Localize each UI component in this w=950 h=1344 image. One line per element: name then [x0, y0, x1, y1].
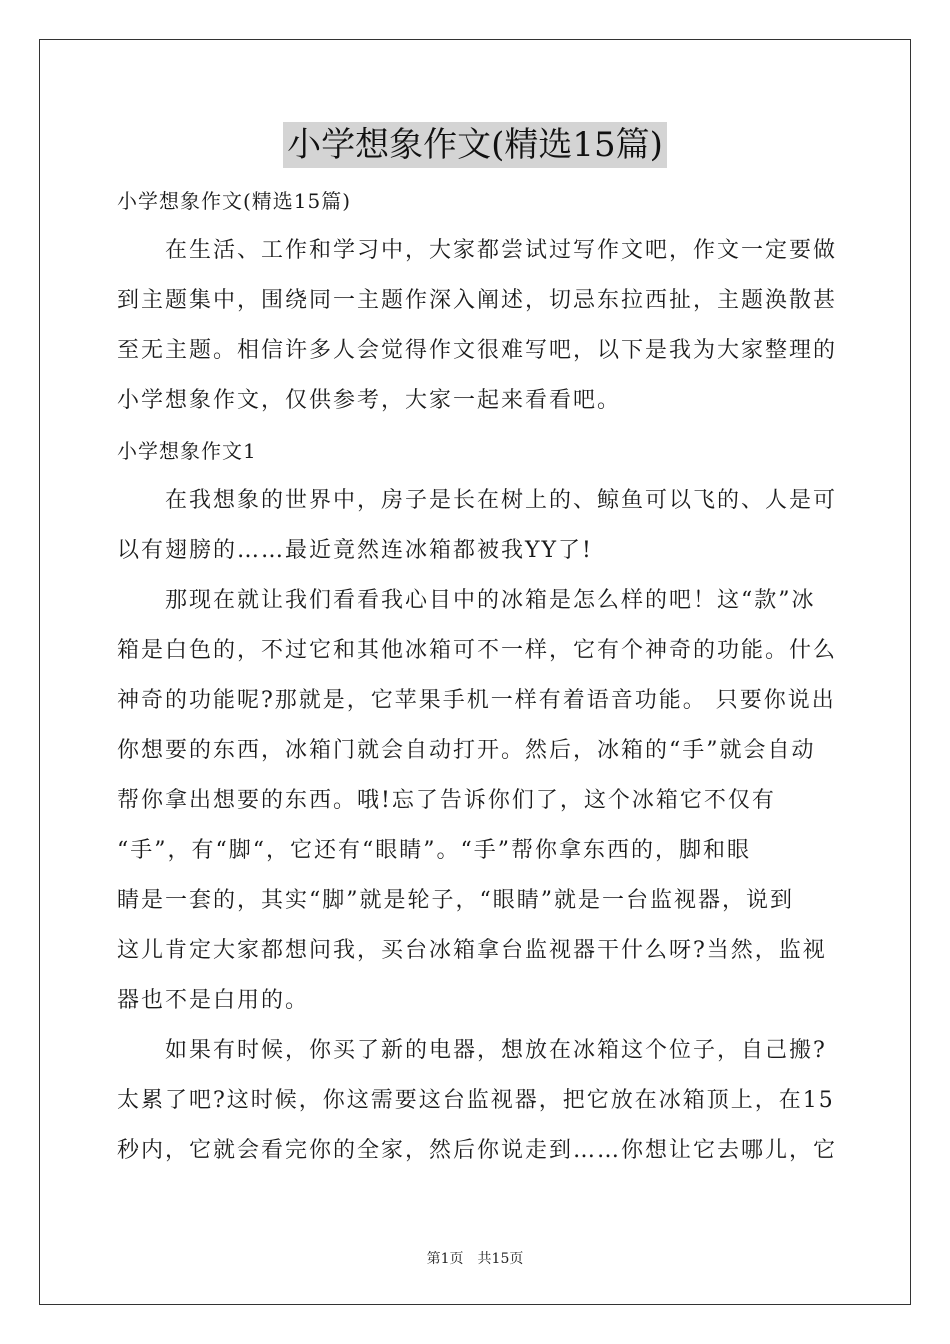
paragraph-line: 以有翅膀的……最近竟然连冰箱都被我YY了!	[117, 538, 593, 563]
paragraph-line: 你想要的东西，冰箱门就会自动打开。然后，冰箱的“手”就会自动	[117, 738, 816, 763]
paragraph-line: 那现在就让我们看看我心目中的冰箱是怎么样的吧！这“款”冰	[165, 588, 816, 613]
paragraph-line: 帮你拿出想要的东西。哦!忘了告诉你们了，这个冰箱它不仅有	[117, 788, 776, 813]
paragraph-line: 箱是白色的，不过它和其他冰箱可不一样，它有个神奇的功能。什么	[117, 638, 838, 663]
paragraph-line: “手”，有“脚“，它还有“眼睛”。“手”帮你拿东西的，脚和眼	[117, 838, 751, 863]
paragraph-line: 这儿肯定大家都想问我，买台冰箱拿台监视器干什么呀?当然，监视	[117, 938, 827, 963]
paragraph-line: 至无主题。相信许多人会觉得作文很难写吧，以下是我为大家整理的	[117, 338, 838, 363]
page-footer: 第1页 共15页	[426, 1251, 524, 1267]
section-heading: 小学想象作文1	[117, 439, 257, 463]
paragraph-line: 秒内，它就会看完你的全家，然后你说走到……你想让它去哪儿，它	[117, 1138, 838, 1163]
paragraph-line: 睛是一套的，其实“脚”就是轮子，“眼睛”就是一台监视器，说到	[117, 888, 794, 913]
doc-subtitle: 小学想象作文(精选15篇)	[117, 189, 352, 213]
paragraph-line: 太累了吧?这时候，你这需要这台监视器，把它放在冰箱顶上，在15	[117, 1088, 835, 1113]
paragraph-line: 小学想象作文，仅供参考，大家一起来看看吧。	[117, 388, 622, 413]
paragraph-line: 到主题集中，围绕同一主题作深入阐述，切忌东拉西扯，主题涣散甚	[117, 288, 838, 313]
document-title: 小学想象作文(精选15篇)	[283, 122, 667, 168]
paragraph-line: 神奇的功能呢?那就是，它苹果手机一样有着语音功能。 只要你说出	[117, 688, 836, 713]
paragraph-line: 器也不是白用的。	[117, 988, 310, 1013]
paragraph-line: 在生活、工作和学习中，大家都尝试过写作文吧，作文一定要做	[165, 238, 838, 263]
paragraph-line: 在我想象的世界中，房子是长在树上的、鲸鱼可以飞的、人是可	[165, 488, 838, 513]
title-area	[0, 122, 950, 168]
paragraph-line: 如果有时候，你买了新的电器，想放在冰箱这个位子，自己搬?	[165, 1038, 827, 1063]
document-body	[117, 176, 838, 1176]
